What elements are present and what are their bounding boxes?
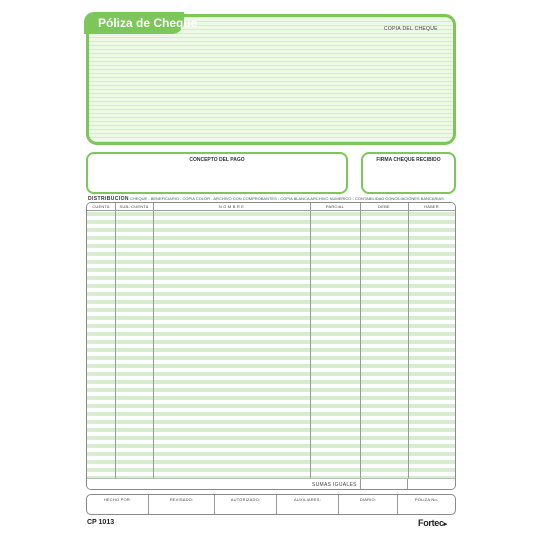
ledger-rows[interactable] bbox=[87, 212, 455, 478]
column-divider bbox=[360, 203, 361, 478]
column-header-cuenta: CUENTA bbox=[92, 204, 110, 209]
distribution-label: DISTRIBUCION bbox=[88, 196, 129, 202]
form-title: Póliza de Cheque bbox=[98, 16, 198, 30]
signature-received-label: FIRMA CHEQUE RECIBIDO bbox=[376, 157, 441, 163]
ledger-header bbox=[87, 203, 455, 211]
footer-field-diario[interactable] bbox=[339, 495, 398, 514]
column-divider bbox=[153, 203, 154, 478]
footer-field-autorizado[interactable] bbox=[215, 495, 277, 514]
payment-concept-field[interactable] bbox=[86, 152, 348, 194]
sums-row bbox=[87, 478, 455, 490]
footer-field-poliza-no[interactable] bbox=[398, 495, 455, 514]
brand-arrow-icon: ▸ bbox=[443, 521, 447, 528]
ledger-table bbox=[86, 202, 456, 490]
footer-label: HECHO POR: bbox=[103, 497, 132, 502]
footer-label: AUTORIZADO: bbox=[230, 497, 261, 502]
distribution-text: CHEQUE - BENEFICIARIO - COPIA COLOR - ARCHIVO CON COMPROBANTES - COPIA BLANCA ARCHIVO NUMERICO - CONTABILIDAD CONCILIACIONES BANCARIAS bbox=[130, 196, 444, 201]
footer-field-hecho-por[interactable] bbox=[87, 495, 149, 514]
column-divider bbox=[115, 203, 116, 478]
signature-received-field[interactable] bbox=[361, 152, 456, 194]
column-header-subcuenta: SUB- CUENTA bbox=[119, 204, 149, 209]
footer-label: AUXILIARES: bbox=[294, 497, 321, 502]
column-divider bbox=[310, 203, 311, 478]
footer-field-auxiliares[interactable] bbox=[277, 495, 339, 514]
footer-field-revisado[interactable] bbox=[149, 495, 215, 514]
column-header-haber: HABER bbox=[424, 204, 439, 209]
brand-logo bbox=[418, 518, 447, 528]
footer-label: DIARIO: bbox=[359, 497, 377, 502]
column-header-parcial: PARCIAL bbox=[325, 204, 345, 209]
payment-concept-label: CONCEPTO DEL PAGO bbox=[189, 157, 245, 163]
brand-name: Fortec bbox=[418, 518, 444, 528]
sums-debe-cell[interactable] bbox=[360, 479, 408, 490]
column-header-nombre: N O M B R E bbox=[218, 204, 245, 209]
approval-footer bbox=[86, 494, 456, 515]
column-divider bbox=[408, 203, 409, 478]
cheque-copy-label: COPIA DEL CHEQUE bbox=[384, 26, 438, 32]
footer-label: REVISADO: bbox=[169, 497, 194, 502]
sums-label: SUMAS IGUALES bbox=[312, 482, 357, 488]
column-header-debe: DEBE bbox=[378, 204, 390, 209]
footer-label: POLIZA No. bbox=[414, 497, 439, 502]
product-code: CP 1013 bbox=[87, 519, 115, 526]
